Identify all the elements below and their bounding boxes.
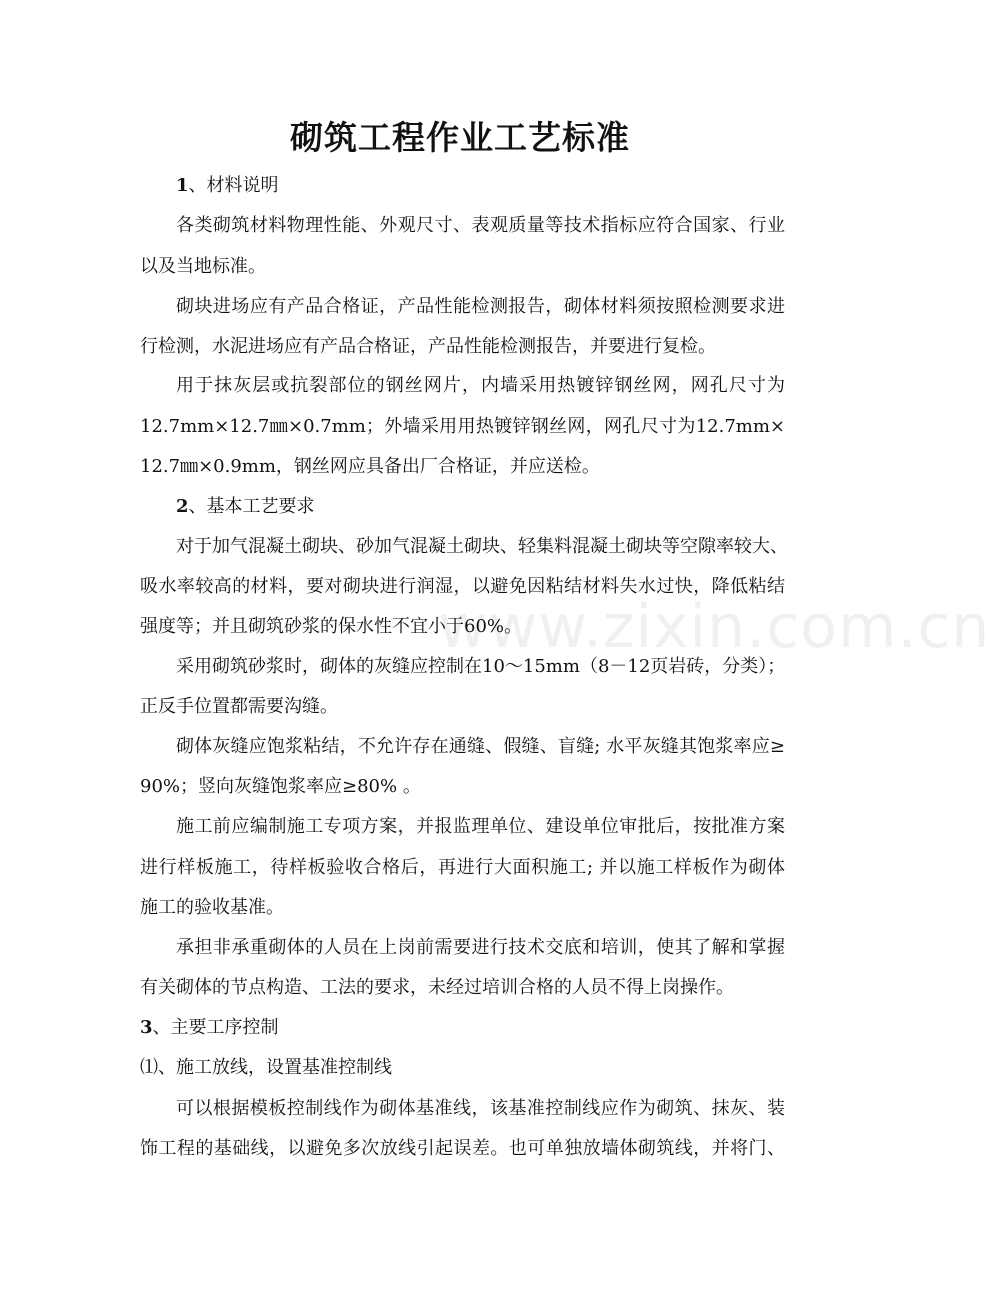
section-number: 3 <box>140 1017 153 1038</box>
paragraph-line: 可以根据模板控制线作为砌体基准线，该基准控制线应作为砌筑、抹灰、装 <box>176 1098 785 1119</box>
section-heading-text: 、基本工艺要求 <box>188 496 315 517</box>
paragraph-line: 12.7mm×12.7㎜×0.7mm；外墙采用用热镀锌钢丝网，网孔尺寸为12.7mm× <box>140 416 785 437</box>
paragraph-line: 对于加气混凝土砌块、砂加气混凝土砌块、轻集料混凝土砌块等空隙率较大、 <box>176 536 788 557</box>
paragraph-line: 强度等；并且砌筑砂浆的保水性不宜小于60%。 <box>140 616 523 637</box>
paragraph-line: 砌体灰缝应饱浆粘结，不允许存在通缝、假缝、盲缝; 水平灰缝其饱浆率应≥ <box>176 736 785 757</box>
section-number: 2 <box>176 496 189 517</box>
section-1-heading <box>176 173 785 199</box>
paragraph-line: 吸水率较高的材料，要对砌块进行润湿，以避免因粘结材料失水过快，降低粘结 <box>140 576 785 597</box>
paragraph-line: 施工的验收基准。 <box>140 897 284 918</box>
paragraph-line: 进行样板施工，待样板验收合格后，再进行大面积施工; 并以施工样板作为砌体 <box>140 857 785 878</box>
paragraph-line: 有关砌体的节点构造、工法的要求，未经过培训合格的人员不得上岗操作。 <box>140 977 734 998</box>
paragraph-line: 以及当地标准。 <box>140 256 266 277</box>
section-2-heading <box>176 494 785 520</box>
paragraph-line: 施工前应编制施工专项方案，并报监理单位、建设单位审批后，按批准方案 <box>176 816 785 837</box>
paragraph-line: 行检测，水泥进场应有产品合格证，产品性能检测报告，并要进行复检。 <box>140 336 716 357</box>
paragraph-line: 砌块进场应有产品合格证，产品性能检测报告，砌体材料须按照检测要求进 <box>176 296 785 317</box>
paragraph-line: 用于抹灰层或抗裂部位的钢丝网片，内墙采用热镀锌钢丝网，网孔尺寸为 <box>176 375 785 396</box>
subsection-heading: ⑴、施工放线，设置基准控制线 <box>140 1057 392 1078</box>
section-heading-text: 、材料说明 <box>188 175 279 196</box>
paragraph-line: 90%；竖向灰缝饱浆率应≥80% 。 <box>140 776 421 797</box>
paragraph-line: 正反手位置都需要沟缝。 <box>140 696 338 717</box>
paragraph-line: 采用砌筑砂浆时，砌体的灰缝应控制在10～15mm（8－12页岩砖，分类）； <box>176 656 786 677</box>
paragraph-line: 承担非承重砌体的人员在上岗前需要进行技术交底和培训，使其了解和掌握 <box>176 937 785 958</box>
watermark: www.zixin.com.cn <box>438 592 990 662</box>
paragraph-line: 饰工程的基础线，以避免多次放线引起误差。也可单独放墙体砌筑线，并将门、 <box>140 1138 785 1159</box>
section-heading-text: 、主要工序控制 <box>152 1017 279 1038</box>
document-title: 砌筑工程作业工艺标准 <box>290 118 630 157</box>
section-number: 1 <box>176 175 189 196</box>
paragraph-line: 各类砌筑材料物理性能、外观尺寸、表观质量等技术指标应符合国家、行业 <box>176 215 785 236</box>
section-3-heading <box>140 1015 785 1041</box>
paragraph-line: 12.7㎜×0.9mm，钢丝网应具备出厂合格证，并应送检。 <box>140 456 600 477</box>
